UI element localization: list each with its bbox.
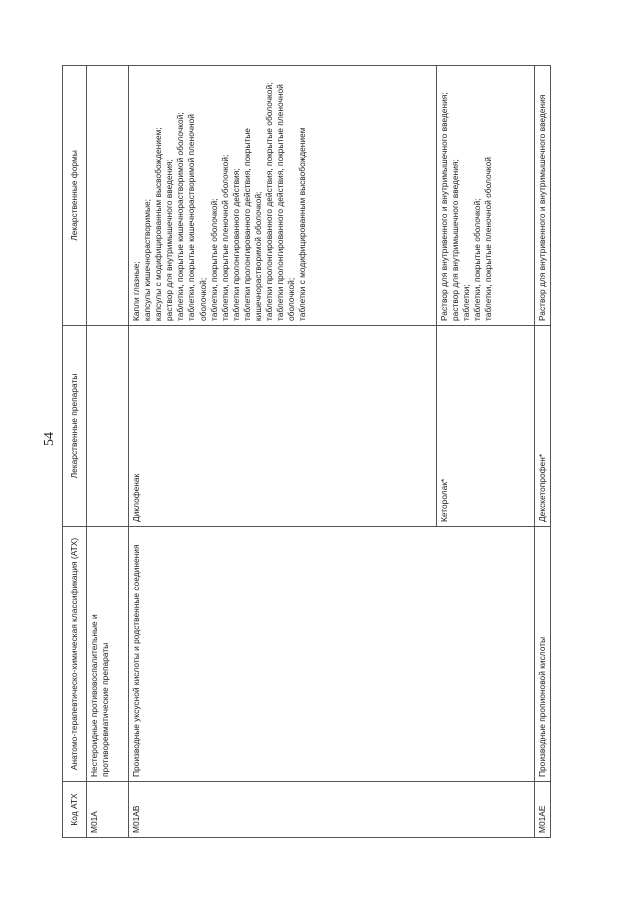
dosage-form: капсулы с модифицированным высвобождением; [153, 127, 164, 321]
cell-drug: Декскетопрофен* [535, 326, 551, 527]
dosage-form: таблетки, покрытые кишечнорастворимой пленочной оболочкой; [186, 114, 208, 321]
table-header-row [63, 66, 87, 838]
dosage-form: таблетки, покрытые оболочкой; [208, 198, 219, 321]
dosage-form: таблетки, покрытые пленочной оболочкой [483, 157, 494, 321]
cell-code: M01A [87, 782, 129, 838]
dosage-form: таблетки; [461, 284, 472, 321]
dosage-form: таблетки пролонгированного действия, покрытые кишечнорастворимой оболочкой; [241, 128, 264, 321]
header-atc-code: Код АТХ [63, 782, 87, 838]
cell-class: Нестероидные противовоспалительные и противоревматические препараты [87, 527, 129, 782]
dosage-form: таблетки, покрытые пленочной оболочкой; [219, 154, 230, 321]
cell-code: M01AB [129, 782, 535, 838]
header-atc-class: Анатомо-терапевтическо-химическая классификация (АТХ) [63, 527, 87, 782]
cell-forms [129, 66, 437, 326]
cell-forms [535, 66, 551, 326]
dosage-form: капсулы кишечнорастворимые; [142, 198, 153, 321]
dosage-form: Капли глазные; [131, 261, 141, 321]
dosage-form: Раствор для внутривенного и внутримышечного введения [537, 94, 547, 321]
dosage-form: таблетки пролонгированного действия, покрытые пленочной оболочкой; [275, 84, 297, 321]
dosage-form: таблетки с модифицированным высвобождением [297, 127, 308, 321]
cell-forms [87, 66, 129, 326]
dosage-form: таблетки, покрытые кишечнорастворимой оболочкой; [175, 112, 186, 321]
dosage-form: раствор для внутримышечного введения; [164, 159, 175, 321]
header-drugs: Лекарственные препараты [63, 326, 87, 527]
dosage-form: раствор для внутримышечного введения; [450, 159, 461, 321]
table-row [87, 66, 129, 838]
cell-forms [437, 66, 535, 326]
dosage-form: Раствор для внутривенного и внутримышечного введения; [439, 92, 449, 321]
dosage-form: таблетки, покрытые оболочкой; [472, 198, 483, 321]
table-row [129, 66, 437, 838]
page-number: 54 [42, 432, 57, 446]
header-dosage-forms: Лекарственные формы [63, 66, 87, 326]
table-row [535, 66, 551, 838]
cell-class: Производные уксусной кислоты и родственные соединения [129, 527, 535, 782]
cell-drug: Кеторолак* [437, 326, 535, 527]
cell-drug [87, 326, 129, 527]
cell-code: M01AE [535, 782, 551, 838]
dosage-form: таблетки пролонгированного действия; [230, 168, 241, 321]
dosage-form: таблетки пролонгированного действия, покрытые оболочкой; [264, 82, 275, 321]
cell-class: Производные пропионовой кислоты [535, 527, 551, 782]
rotated-table-container [62, 66, 547, 838]
drug-table [62, 65, 551, 838]
cell-drug: Диклофенак [129, 326, 437, 527]
